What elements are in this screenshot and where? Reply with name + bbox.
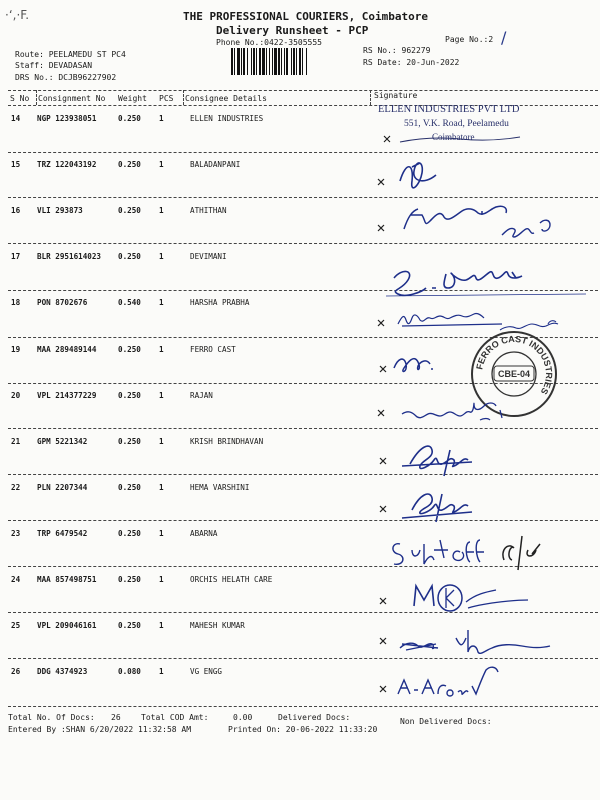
- row-pcs: 1: [159, 529, 164, 538]
- rs-number: RS No.: 962279: [363, 46, 431, 55]
- row-consignment-no: PLN 2207344: [37, 483, 88, 492]
- column-header-consignee: Consignee Details: [185, 94, 267, 103]
- signature-image: [372, 436, 597, 482]
- row-consignment-no: TRP 6479542: [37, 529, 88, 538]
- row-weight: 0.250: [118, 114, 141, 123]
- signature-image: [372, 392, 597, 438]
- row-consignee: KRISH BRINDHAVAN: [190, 437, 264, 446]
- row-weight: 0.250: [118, 483, 141, 492]
- row-consignee: DEVIMANI: [190, 252, 227, 261]
- barcode-image: [231, 48, 344, 75]
- row-pcs: 1: [159, 667, 164, 676]
- signature-image: [372, 576, 597, 622]
- signature-image: [372, 484, 597, 530]
- column-divider: [183, 90, 184, 105]
- row-sno: 20: [11, 391, 21, 400]
- row-consignee: ELLEN INDUSTRIES: [190, 114, 264, 123]
- row-weight: 0.250: [118, 621, 141, 630]
- company-stamp: [370, 90, 600, 160]
- column-header-pcs: PCS: [159, 94, 174, 103]
- row-consignment-no: GPM 5221342: [37, 437, 88, 446]
- row-consignment-no: NGP 123938051: [37, 114, 97, 123]
- column-divider: [36, 90, 37, 105]
- stamp-line-3: Coimbatore: [432, 132, 475, 142]
- row-sno: 19: [11, 345, 21, 354]
- row-consignee: HEMA VARSHINI: [190, 483, 250, 492]
- row-weight: 0.080: [118, 667, 141, 676]
- row-pcs: 1: [159, 252, 164, 261]
- row-sno: 14: [11, 114, 21, 123]
- row-pcs: 1: [159, 114, 164, 123]
- signature-image: [372, 620, 597, 666]
- row-consignment-no: TRZ 122043192: [37, 160, 97, 169]
- row-consignment-no: VPL 214377229: [37, 391, 97, 400]
- ink-blot-mark: ·‘,·F.: [5, 8, 30, 22]
- printed-on: Printed On: 20-06-2022 11:33:20: [228, 725, 378, 734]
- row-pcs: 1: [159, 206, 164, 215]
- phone-number: Phone No.:0422-3505555: [216, 38, 322, 47]
- signature-image: [372, 664, 597, 710]
- row-weight: 0.540: [118, 298, 141, 307]
- row-weight: 0.250: [118, 437, 141, 446]
- row-pcs: 1: [159, 621, 164, 630]
- rs-date: RS Date: 20-Jun-2022: [363, 58, 460, 67]
- non-delivered-docs-label: Non Delivered Docs:: [400, 717, 492, 726]
- row-sno: 26: [11, 667, 21, 676]
- company-title: THE PROFESSIONAL COURIERS, Coimbatore: [183, 10, 429, 23]
- total-cod-label: Total COD Amt:: [141, 713, 209, 722]
- row-consignment-no: DDG 4374923: [37, 667, 88, 676]
- row-consignee: MAHESH KUMAR: [190, 621, 245, 630]
- row-pcs: 1: [159, 483, 164, 492]
- signature-image: [372, 302, 597, 348]
- signature-image: [372, 199, 597, 245]
- row-consignment-no: PON 8702676: [37, 298, 88, 307]
- row-consignment-no: MAA 289489144: [37, 345, 97, 354]
- row-sno: 23: [11, 529, 21, 538]
- staff-label: Staff: DEVADASAN: [15, 61, 93, 70]
- column-header-signature: Signature: [374, 91, 418, 100]
- total-docs-value: 26: [111, 713, 121, 722]
- row-pcs: 1: [159, 575, 164, 584]
- row-sno: 15: [11, 160, 21, 169]
- pen-stroke-mark: /: [501, 28, 507, 47]
- signature-image: [372, 346, 472, 392]
- row-sno: 18: [11, 298, 21, 307]
- row-consignee: HARSHA PRABHA: [190, 298, 250, 307]
- entered-by: Entered By :SHAN 6/20/2022 11:32:58 AM: [8, 725, 192, 734]
- seal-center-text: CBE-04: [497, 369, 531, 379]
- row-weight: 0.250: [118, 391, 141, 400]
- row-pcs: 1: [159, 298, 164, 307]
- stamp-line-2: 551, V.K. Road, Peelamedu: [404, 119, 509, 129]
- page-number: Page No.:2: [445, 35, 494, 44]
- row-pcs: 1: [159, 345, 164, 354]
- row-consignee: ATHITHAN: [190, 206, 227, 215]
- row-pcs: 1: [159, 437, 164, 446]
- row-consignment-no: BLR 2951614023: [37, 252, 102, 261]
- row-weight: 0.250: [118, 252, 141, 261]
- column-header-weight: Weight: [118, 94, 147, 103]
- signature-image: [372, 530, 597, 576]
- signature-image: [372, 155, 597, 201]
- row-consignment-no: MAA 857498751: [37, 575, 97, 584]
- row-consignee: FERRO CAST: [190, 345, 236, 354]
- seal-ring-text: FERRO CAST INDUSTRIES: [474, 333, 555, 397]
- stamp-line-1: ELLEN INDUSTRIES PVT LTD: [378, 104, 520, 115]
- total-docs-label: Total No. Of Docs:: [8, 713, 95, 722]
- row-pcs: 1: [159, 160, 164, 169]
- document-title: Delivery Runsheet - PCP: [216, 24, 369, 37]
- row-sno: 25: [11, 621, 21, 630]
- row-weight: 0.250: [118, 575, 141, 584]
- signature-image: [372, 258, 597, 304]
- row-sno: 17: [11, 252, 21, 261]
- row-consignee: ORCHIS HELATH CARE: [190, 575, 273, 584]
- row-consignee: ABARNA: [190, 529, 218, 538]
- delivered-docs-label: Delivered Docs:: [278, 713, 351, 722]
- route-label: Route: PEELAMEDU ST PC4: [15, 50, 126, 59]
- row-weight: 0.250: [118, 529, 141, 538]
- column-header-sno: S No: [10, 94, 30, 103]
- row-consignee: VG ENGG: [190, 667, 223, 676]
- total-cod-value: 0.00: [233, 713, 253, 722]
- drs-number: DRS No.: DCJB96227902: [15, 73, 117, 82]
- row-weight: 0.250: [118, 206, 141, 215]
- row-consignee: BALADANPANI: [190, 160, 241, 169]
- row-weight: 0.250: [118, 345, 141, 354]
- row-consignment-no: VLI 293873: [37, 206, 83, 215]
- row-sno: 24: [11, 575, 21, 584]
- row-pcs: 1: [159, 391, 164, 400]
- row-consignment-no: VPL 209046161: [37, 621, 97, 630]
- column-header-consignment: Consignment No: [38, 94, 106, 103]
- row-sno: 21: [11, 437, 21, 446]
- row-consignee: RAJAN: [190, 391, 213, 400]
- row-sno: 16: [11, 206, 21, 215]
- row-sno: 22: [11, 483, 21, 492]
- row-weight: 0.250: [118, 160, 141, 169]
